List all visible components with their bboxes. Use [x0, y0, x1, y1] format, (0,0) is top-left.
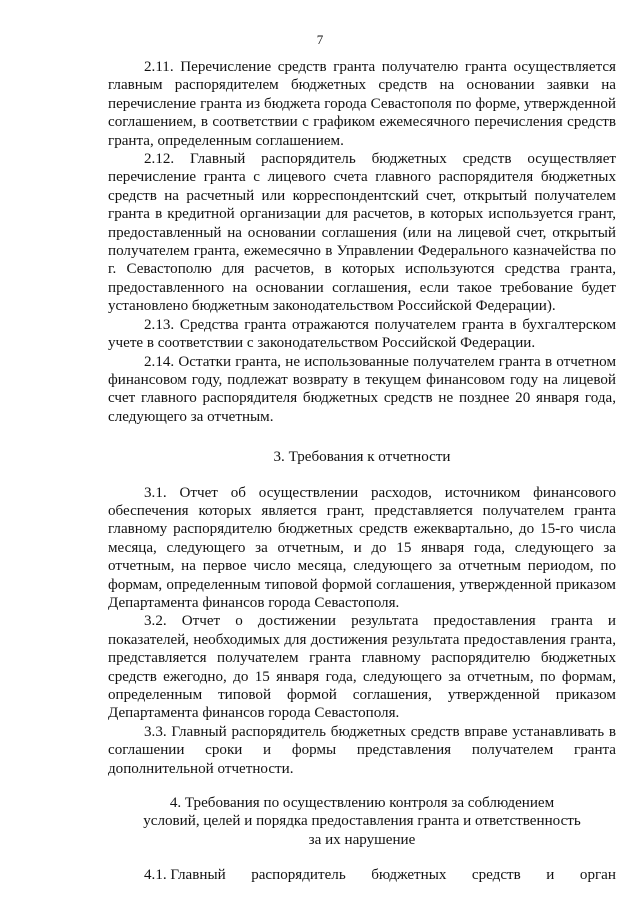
section-4-title-line-2: условий, целей и порядка предоставления гранта и ответственность — [143, 813, 581, 830]
section-4-title-line-1: 4. Требования по осуществлению контроля за соблюдением — [169, 795, 555, 812]
paragraph-3-2: 3.2. Отчет о достижении результата предоставления гранта и показателей, необходимых для достижения результата предоставления гранта, представляется получателем гранта главному распорядителю бюджетных средств ежегодно, до 15 января года, следующего за отчетным, по формам, определенным типовой формой соглашения, утвержденной приказом Департамента финансов города Севастополя. — [108, 613, 616, 722]
paragraph-4-1-word: и — [546, 867, 555, 884]
paragraph-2-12: 2.12. Главный распорядитель бюджетных средств осуществляет перечисление гранта с лицевого счета главного распорядителя бюджетных средств на расчетный или корреспондентский счет, открытый получателем гранта в кредитной организации для расчетов, в которых используется грант, предоставленный на основании соглашения (или на лицевой счет, открытый получателем гранта, ежемесячно в Управлении Федерального казначейства по г. Севастополю для расчетов, в которых используются средства гранта, предоставленного на основании соглашения, если такое требование будет установлено бюджетным законодательством Российской Федерации). — [108, 151, 616, 315]
section-3-title: 3. Требования к отчетности — [273, 449, 451, 466]
paragraph-3-1: 3.1. Отчет об осуществлении расходов, источником финансового обеспечения которых является грант, представляется получателем гранта главному распорядителю бюджетных средств ежеквартально, до 15-го числа месяца, следующего за отчетным, и до 15 января года, следующего за отчетным, на первое число месяца, следующего за отчетным периодом, по формам, определенным типовой формой соглашения, утвержденной приказом Департамента финансов города Севастополя. — [108, 484, 616, 611]
paragraph-2-13: 2.13. Средства гранта отражаются получателем гранта в бухгалтерском учете в соответствии с законодательством Российской Федерации. — [108, 316, 616, 352]
paragraph-2-14: 2.14. Остатки гранта, не использованные получателем гранта в отчетном финансовом году, подлежат возврату в текущем финансовом году на лицевой счет главного распорядителя бюджетных средств не позднее 20 января года, следующего за отчетным. — [108, 353, 616, 425]
document-body — [108, 58, 616, 885]
paragraph-4-1-word: орган — [579, 867, 616, 884]
paragraph-4-1-word: средств — [471, 867, 521, 884]
section-4-title — [108, 794, 616, 849]
section-4-title-line-3: за их нарушение — [308, 831, 416, 848]
paragraph-4-1-word: бюджетных — [371, 867, 447, 884]
paragraph-4-1-word: 4.1. Главный — [144, 867, 226, 884]
paragraph-3-3: 3.3. Главный распорядитель бюджетных средств вправе устанавливать в соглашении сроки и формы представления получателем гранта дополнительной отчетности. — [108, 723, 616, 777]
paragraph-2-11: 2.11. Перечисление средств гранта получателю гранта осуществляется главным распорядителем бюджетных средств на основании заявки на перечисление гранта из бюджета города Севастополя по форме, утвержденной соглашением, в соответствии с графиком ежемесячного перечисления средств гранта, определенным соглашением. — [108, 59, 616, 149]
page-number: 7 — [316, 32, 324, 47]
paragraph-4-1-word: распорядитель — [251, 867, 346, 884]
paragraph-4-1 — [108, 866, 616, 884]
